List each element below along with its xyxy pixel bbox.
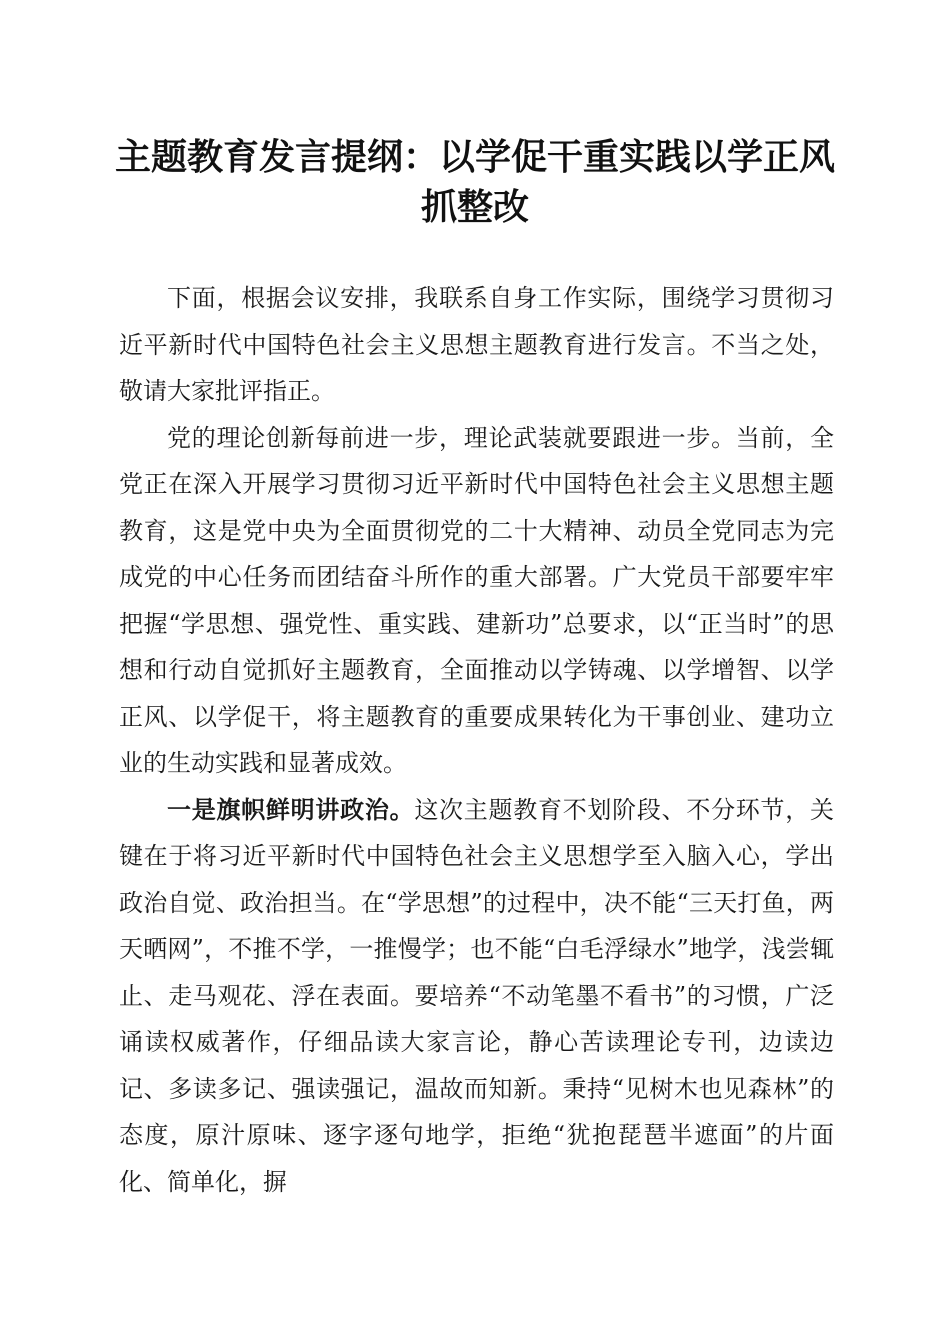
- document-title: [100, 132, 850, 232]
- document-body: [119, 275, 834, 1205]
- title-line-1: 主题教育发言提纲：以学促干重实践以学正风: [114, 136, 835, 178]
- paragraph-text: 这次主题教育不划阶段、不分环节，关键在于将习近平新时代中国特色社会主义思想学至入脑入心，学出政治自觉、政治担当。在“学思想”的过程中，决不能“三天打鱼，两天晒网”，不推不学，一推慢学；也不能“白毛浮绿水”地学，浅尝辄止、走马观花、浮在表面。要培养“不动笔墨不看书”的习惯，广泛诵读权威著作，仔细品读大家言论，静心苦读理论专刊，边读边记、多读多记、强读强记，温故而知新。秉持“见树木也见森林”的态度，原汁原味、逐字逐句地学，拒绝“犹抱琵琶半遮面”的片面化、简单化，摒: [119, 795, 835, 1196]
- paragraph-text: 下面，根据会议安排，我联系自身工作实际，围绕学习贯彻习近平新时代中国特色社会主义思想主题教育进行发言。不当之处，敬请大家批评指正。: [119, 284, 834, 405]
- paragraph-background: [119, 415, 834, 787]
- paragraph-text: 党的理论创新每前进一步，理论武装就要跟进一步。当前，全党正在深入开展学习贯彻习近平新时代中国特色社会主义思想主题教育，这是党中央为全面贯彻党的二十大精神、动员全党同志为完成党的中心任务而团结奋斗所作的重大部署。广大党员干部要牢牢把握“学思想、强党性、重实践、建新功”总要求，以“正当时”的思想和行动自觉抓好主题教育，全面推动以学铸魂、以学增智、以学正风、以学促干，将主题教育的重要成果转化为干事创业、建功立业的生动实践和显著成效。: [119, 423, 834, 777]
- title-line-2: 抓整改: [420, 186, 529, 228]
- paragraph-point-one: [119, 787, 834, 1206]
- paragraph-lead-heading: 一是旗帜鲜明讲政治。: [167, 794, 415, 824]
- paragraph-intro: [119, 275, 834, 415]
